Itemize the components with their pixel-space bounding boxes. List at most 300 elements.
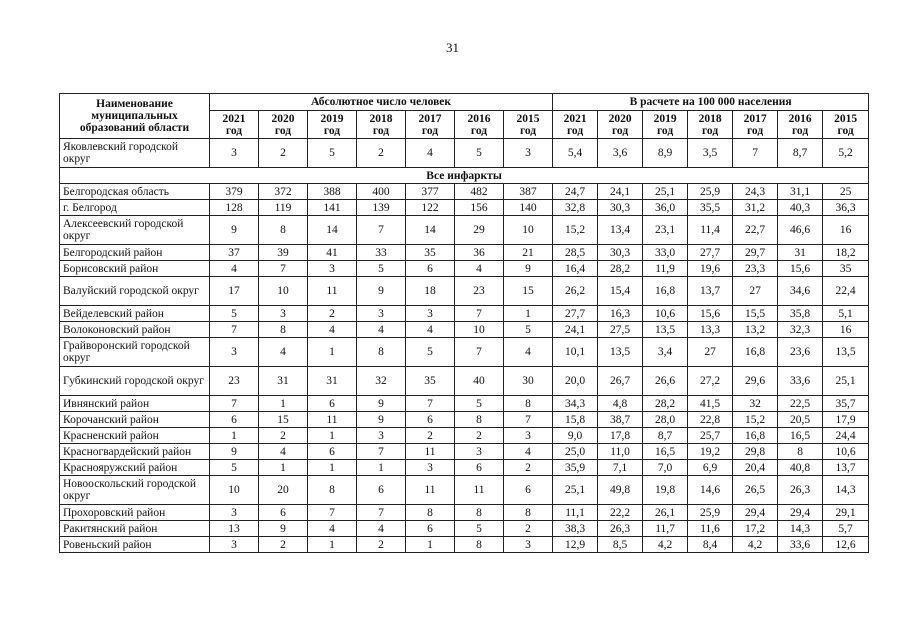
rate-value: 3,6 <box>598 139 643 168</box>
rate-value: 28,2 <box>643 396 688 412</box>
rate-value: 12,6 <box>823 537 869 553</box>
rate-year-header <box>553 111 598 139</box>
absolute-value: 5 <box>455 396 504 412</box>
abs-year-header <box>406 111 455 139</box>
absolute-value: 3 <box>210 338 259 367</box>
absolute-value: 8 <box>308 476 357 505</box>
rate-value: 16,8 <box>643 277 688 306</box>
rate-group-header: В расчете на 100 000 населения <box>553 94 869 111</box>
rate-value: 26,1 <box>643 505 688 521</box>
municipality-name: Краснояружский район <box>60 460 210 476</box>
absolute-value: 9 <box>357 412 406 428</box>
absolute-value: 7 <box>357 505 406 521</box>
absolute-value: 119 <box>259 200 308 216</box>
municipality-name: Красненский район <box>60 428 210 444</box>
absolute-value: 6 <box>259 505 308 521</box>
rate-value: 38,7 <box>598 412 643 428</box>
municipality-name: Вейделевский район <box>60 306 210 322</box>
rate-value: 25,0 <box>553 444 598 460</box>
year-label: 2017 <box>743 112 767 125</box>
municipality-name: Ивнянский район <box>60 396 210 412</box>
rate-value: 7,0 <box>643 460 688 476</box>
rate-value: 27,7 <box>688 245 733 261</box>
year-suffix: год <box>657 124 674 137</box>
rate-value: 15,8 <box>553 412 598 428</box>
rate-value: 35 <box>823 261 869 277</box>
rate-value: 28,2 <box>598 261 643 277</box>
absolute-value: 379 <box>210 184 259 200</box>
table-row <box>60 460 869 476</box>
year-suffix: год <box>225 124 243 137</box>
year-label: 2021 <box>563 112 587 125</box>
absolute-value: 14 <box>308 216 357 245</box>
absolute-value: 7 <box>210 396 259 412</box>
absolute-value: 37 <box>210 245 259 261</box>
rate-value: 11,7 <box>643 521 688 537</box>
rate-value: 10,1 <box>553 338 598 367</box>
table-row <box>60 184 869 200</box>
absolute-value: 8 <box>455 537 504 553</box>
rate-value: 25,9 <box>688 184 733 200</box>
absolute-value: 10 <box>259 277 308 306</box>
absolute-value: 11 <box>406 444 455 460</box>
absolute-value: 39 <box>259 245 308 261</box>
rate-value: 20,0 <box>553 367 598 396</box>
rate-value: 25,1 <box>643 184 688 200</box>
absolute-value: 8 <box>504 505 553 521</box>
rate-value: 16,8 <box>733 338 778 367</box>
rate-value: 20,4 <box>733 460 778 476</box>
absolute-value: 2 <box>259 139 308 168</box>
absolute-value: 400 <box>357 184 406 200</box>
absolute-value: 11 <box>406 476 455 505</box>
rate-value: 29,8 <box>733 444 778 460</box>
rate-value: 23,3 <box>733 261 778 277</box>
rate-value: 15,6 <box>778 261 823 277</box>
rate-value: 15,2 <box>553 216 598 245</box>
rate-value: 33,0 <box>643 245 688 261</box>
rate-year-header <box>598 111 643 139</box>
rate-year-header <box>778 111 823 139</box>
municipality-name: Ракитянский район <box>60 521 210 537</box>
absolute-value: 2 <box>455 428 504 444</box>
abs-year-header <box>357 111 406 139</box>
rate-value: 16 <box>823 216 869 245</box>
rate-year-header <box>733 111 778 139</box>
year-label: 2020 <box>608 112 632 125</box>
year-suffix: год <box>792 124 809 137</box>
absolute-value: 6 <box>406 261 455 277</box>
municipality-name: Яковлевский городской округ <box>60 139 210 168</box>
absolute-value: 31 <box>259 367 308 396</box>
absolute-value: 20 <box>259 476 308 505</box>
year-suffix: год <box>567 124 584 137</box>
absolute-value: 5 <box>357 261 406 277</box>
absolute-value: 8 <box>406 505 455 521</box>
rate-value: 13,4 <box>598 216 643 245</box>
abs-year-header <box>210 111 259 139</box>
absolute-value: 33 <box>357 245 406 261</box>
table-row <box>60 322 869 338</box>
rate-value: 23,1 <box>643 216 688 245</box>
rate-value: 5,4 <box>553 139 598 168</box>
absolute-value: 7 <box>308 505 357 521</box>
absolute-value: 11 <box>308 277 357 306</box>
rate-value: 36,3 <box>823 200 869 216</box>
absolute-value: 6 <box>406 521 455 537</box>
rate-value: 11,4 <box>688 216 733 245</box>
rate-value: 25,7 <box>688 428 733 444</box>
rate-value: 31 <box>778 245 823 261</box>
absolute-value: 23 <box>210 367 259 396</box>
rate-value: 33,6 <box>778 367 823 396</box>
absolute-value: 5 <box>455 139 504 168</box>
table-row <box>60 277 869 306</box>
table-row <box>60 338 869 367</box>
rate-value: 34,6 <box>778 277 823 306</box>
absolute-value: 4 <box>406 139 455 168</box>
absolute-value: 14 <box>406 216 455 245</box>
rate-value: 26,7 <box>598 367 643 396</box>
rate-value: 31,1 <box>778 184 823 200</box>
rate-value: 3,4 <box>643 338 688 367</box>
municipality-name: Грайворонский городской округ <box>60 338 210 367</box>
rate-value: 27 <box>733 277 778 306</box>
absolute-value: 9 <box>357 277 406 306</box>
absolute-value: 21 <box>504 245 553 261</box>
table-row <box>60 476 869 505</box>
absolute-value: 17 <box>210 277 259 306</box>
absolute-value: 387 <box>504 184 553 200</box>
rate-value: 7 <box>733 139 778 168</box>
rate-value: 8,5 <box>598 537 643 553</box>
absolute-value: 2 <box>504 521 553 537</box>
absolute-value: 2 <box>259 428 308 444</box>
table-row <box>60 139 869 168</box>
absolute-value: 3 <box>504 537 553 553</box>
rate-value: 32,8 <box>553 200 598 216</box>
rate-value: 29,6 <box>733 367 778 396</box>
section-row <box>60 168 869 184</box>
year-suffix: год <box>372 124 390 137</box>
rate-value: 16,3 <box>598 306 643 322</box>
absolute-value: 7 <box>504 412 553 428</box>
rate-value: 8,4 <box>688 537 733 553</box>
absolute-value: 40 <box>455 367 504 396</box>
abs-year-header <box>259 111 308 139</box>
absolute-value: 4 <box>210 261 259 277</box>
absolute-value: 140 <box>504 200 553 216</box>
absolute-value: 122 <box>406 200 455 216</box>
table-row <box>60 444 869 460</box>
rate-value: 13,5 <box>823 338 869 367</box>
rate-value: 26,5 <box>733 476 778 505</box>
table-row <box>60 245 869 261</box>
rate-value: 26,3 <box>598 521 643 537</box>
absolute-value: 1 <box>308 537 357 553</box>
rate-value: 11,6 <box>688 521 733 537</box>
absolute-value: 9 <box>259 521 308 537</box>
absolute-value: 1 <box>308 460 357 476</box>
rate-year-header <box>643 111 688 139</box>
year-label: 2018 <box>698 112 722 125</box>
rate-value: 4,8 <box>598 396 643 412</box>
absolute-value: 4 <box>308 322 357 338</box>
rate-value: 26,3 <box>778 476 823 505</box>
absolute-value: 29 <box>455 216 504 245</box>
rate-value: 38,3 <box>553 521 598 537</box>
absolute-value: 4 <box>308 521 357 537</box>
absolute-value: 4 <box>406 322 455 338</box>
absolute-group-header: Абсолютное число человек <box>210 94 553 111</box>
rate-value: 30,3 <box>598 200 643 216</box>
absolute-value: 7 <box>357 216 406 245</box>
absolute-value: 4 <box>504 444 553 460</box>
table-row <box>60 216 869 245</box>
absolute-value: 5 <box>406 338 455 367</box>
rate-value: 35,7 <box>823 396 869 412</box>
rate-value: 14,3 <box>778 521 823 537</box>
absolute-value: 1 <box>259 460 308 476</box>
municipality-name: Валуйский городской округ <box>60 277 210 306</box>
rate-value: 40,8 <box>778 460 823 476</box>
absolute-value: 4 <box>357 521 406 537</box>
rate-value: 40,3 <box>778 200 823 216</box>
absolute-value: 7 <box>210 322 259 338</box>
absolute-value: 3 <box>259 306 308 322</box>
rate-value: 13,2 <box>733 322 778 338</box>
absolute-value: 10 <box>455 322 504 338</box>
rate-value: 11,1 <box>553 505 598 521</box>
year-suffix: год <box>612 124 629 137</box>
year-label: 2019 <box>320 112 344 125</box>
rate-value: 15,4 <box>598 277 643 306</box>
municipality-name: Алексеевский городской округ <box>60 216 210 245</box>
absolute-value: 2 <box>406 428 455 444</box>
rate-value: 25,1 <box>823 367 869 396</box>
table-row <box>60 505 869 521</box>
rate-value: 26,6 <box>643 367 688 396</box>
rate-value: 28,0 <box>643 412 688 428</box>
year-label: 2018 <box>369 112 393 125</box>
rate-value: 24,3 <box>733 184 778 200</box>
rate-value: 25 <box>823 184 869 200</box>
table-row <box>60 412 869 428</box>
table-row <box>60 200 869 216</box>
absolute-value: 3 <box>210 139 259 168</box>
rate-value: 16,8 <box>733 428 778 444</box>
municipality-name: Ровеньский район <box>60 537 210 553</box>
absolute-value: 5 <box>210 306 259 322</box>
absolute-value: 482 <box>455 184 504 200</box>
absolute-value: 13 <box>210 521 259 537</box>
absolute-value: 3 <box>357 306 406 322</box>
rate-value: 35,9 <box>553 460 598 476</box>
rate-value: 24,7 <box>553 184 598 200</box>
absolute-value: 3 <box>308 261 357 277</box>
absolute-value: 31 <box>308 367 357 396</box>
abs-year-header <box>504 111 553 139</box>
rate-value: 13,5 <box>643 322 688 338</box>
rate-value: 24,1 <box>553 322 598 338</box>
rate-value: 22,7 <box>733 216 778 245</box>
year-suffix: год <box>519 124 537 137</box>
rate-value: 17,9 <box>823 412 869 428</box>
rate-value: 32 <box>733 396 778 412</box>
rate-value: 29,4 <box>778 505 823 521</box>
rate-value: 36,0 <box>643 200 688 216</box>
rate-value: 12,9 <box>553 537 598 553</box>
rate-value: 35,8 <box>778 306 823 322</box>
rate-value: 5,2 <box>823 139 869 168</box>
absolute-value: 6 <box>406 412 455 428</box>
year-label: 2020 <box>271 112 295 125</box>
absolute-value: 3 <box>406 460 455 476</box>
rate-value: 25,1 <box>553 476 598 505</box>
municipality-name: Волоконовский район <box>60 322 210 338</box>
year-suffix: год <box>702 124 719 137</box>
rate-value: 10,6 <box>823 444 869 460</box>
rate-value: 22,8 <box>688 412 733 428</box>
absolute-value: 7 <box>406 396 455 412</box>
rate-value: 27,5 <box>598 322 643 338</box>
absolute-value: 1 <box>504 306 553 322</box>
year-label: 2015 <box>516 112 540 125</box>
rate-value: 41,5 <box>688 396 733 412</box>
absolute-value: 4 <box>259 444 308 460</box>
rate-value: 7,1 <box>598 460 643 476</box>
rate-value: 14,6 <box>688 476 733 505</box>
rate-value: 4,2 <box>733 537 778 553</box>
municipality-name: Губкинский городской округ <box>60 367 210 396</box>
rate-value: 19,8 <box>643 476 688 505</box>
absolute-value: 9 <box>210 216 259 245</box>
municipality-name: Прохоровский район <box>60 505 210 521</box>
name-column-header: Наименование муниципальных образований области <box>60 94 210 139</box>
rate-year-header <box>688 111 733 139</box>
rate-value: 34,3 <box>553 396 598 412</box>
year-label: 2021 <box>222 112 246 125</box>
rate-value: 18,2 <box>823 245 869 261</box>
rate-value: 15,5 <box>733 306 778 322</box>
absolute-value: 15 <box>504 277 553 306</box>
table-row <box>60 537 869 553</box>
absolute-value: 9 <box>504 261 553 277</box>
table-row <box>60 396 869 412</box>
absolute-value: 1 <box>259 396 308 412</box>
rate-value: 30,3 <box>598 245 643 261</box>
absolute-value: 1 <box>308 428 357 444</box>
year-label: 2016 <box>467 112 491 125</box>
rate-value: 11,0 <box>598 444 643 460</box>
absolute-value: 4 <box>259 338 308 367</box>
year-suffix: год <box>274 124 292 137</box>
municipality-name: Новооскольский городской округ <box>60 476 210 505</box>
absolute-value: 1 <box>308 338 357 367</box>
rate-value: 26,2 <box>553 277 598 306</box>
table-row <box>60 306 869 322</box>
rate-value: 8 <box>778 444 823 460</box>
absolute-value: 4 <box>357 322 406 338</box>
rate-value: 27,2 <box>688 367 733 396</box>
absolute-value: 2 <box>308 306 357 322</box>
absolute-value: 30 <box>504 367 553 396</box>
table-row <box>60 428 869 444</box>
absolute-value: 3 <box>504 428 553 444</box>
absolute-value: 8 <box>455 412 504 428</box>
rate-value: 17,2 <box>733 521 778 537</box>
section-title: Все инфаркты <box>60 168 869 184</box>
rate-value: 22,4 <box>823 277 869 306</box>
rate-value: 27 <box>688 338 733 367</box>
absolute-value: 3 <box>406 306 455 322</box>
rate-value: 15,2 <box>733 412 778 428</box>
absolute-value: 11 <box>308 412 357 428</box>
year-suffix: год <box>323 124 341 137</box>
rate-value: 20,5 <box>778 412 823 428</box>
rate-value: 35,5 <box>688 200 733 216</box>
absolute-value: 1 <box>406 537 455 553</box>
absolute-value: 3 <box>357 428 406 444</box>
municipality-name: Корочанский район <box>60 412 210 428</box>
absolute-value: 6 <box>308 444 357 460</box>
absolute-value: 4 <box>455 261 504 277</box>
rate-value: 16,5 <box>778 428 823 444</box>
rate-value: 9,0 <box>553 428 598 444</box>
rate-value: 28,5 <box>553 245 598 261</box>
rate-value: 25,9 <box>688 505 733 521</box>
municipality-name: г. Белгород <box>60 200 210 216</box>
rate-value: 3,5 <box>688 139 733 168</box>
absolute-value: 3 <box>210 537 259 553</box>
absolute-value: 139 <box>357 200 406 216</box>
absolute-value: 9 <box>210 444 259 460</box>
rate-value: 8,7 <box>778 139 823 168</box>
rate-value: 13,7 <box>688 277 733 306</box>
absolute-value: 23 <box>455 277 504 306</box>
rate-value: 33,6 <box>778 537 823 553</box>
absolute-value: 5 <box>308 139 357 168</box>
absolute-value: 7 <box>455 306 504 322</box>
rate-value: 5,7 <box>823 521 869 537</box>
absolute-value: 36 <box>455 245 504 261</box>
absolute-value: 5 <box>455 521 504 537</box>
rate-value: 16,4 <box>553 261 598 277</box>
rate-value: 13,3 <box>688 322 733 338</box>
absolute-value: 7 <box>455 338 504 367</box>
absolute-value: 10 <box>210 476 259 505</box>
rate-value: 16 <box>823 322 869 338</box>
absolute-value: 3 <box>455 444 504 460</box>
year-suffix: год <box>421 124 439 137</box>
absolute-value: 377 <box>406 184 455 200</box>
year-label: 2015 <box>834 112 858 125</box>
rate-value: 49,8 <box>598 476 643 505</box>
rate-value: 32,3 <box>778 322 823 338</box>
rate-value: 6,9 <box>688 460 733 476</box>
rate-value: 14,3 <box>823 476 869 505</box>
absolute-value: 8 <box>455 505 504 521</box>
municipality-name: Красногвардейский район <box>60 444 210 460</box>
municipality-name: Борисовский район <box>60 261 210 277</box>
rate-value: 10,6 <box>643 306 688 322</box>
rate-value: 13,7 <box>823 460 869 476</box>
abs-year-header <box>308 111 357 139</box>
absolute-value: 388 <box>308 184 357 200</box>
absolute-value: 6 <box>504 476 553 505</box>
abs-year-header <box>455 111 504 139</box>
rate-year-header <box>823 111 869 139</box>
